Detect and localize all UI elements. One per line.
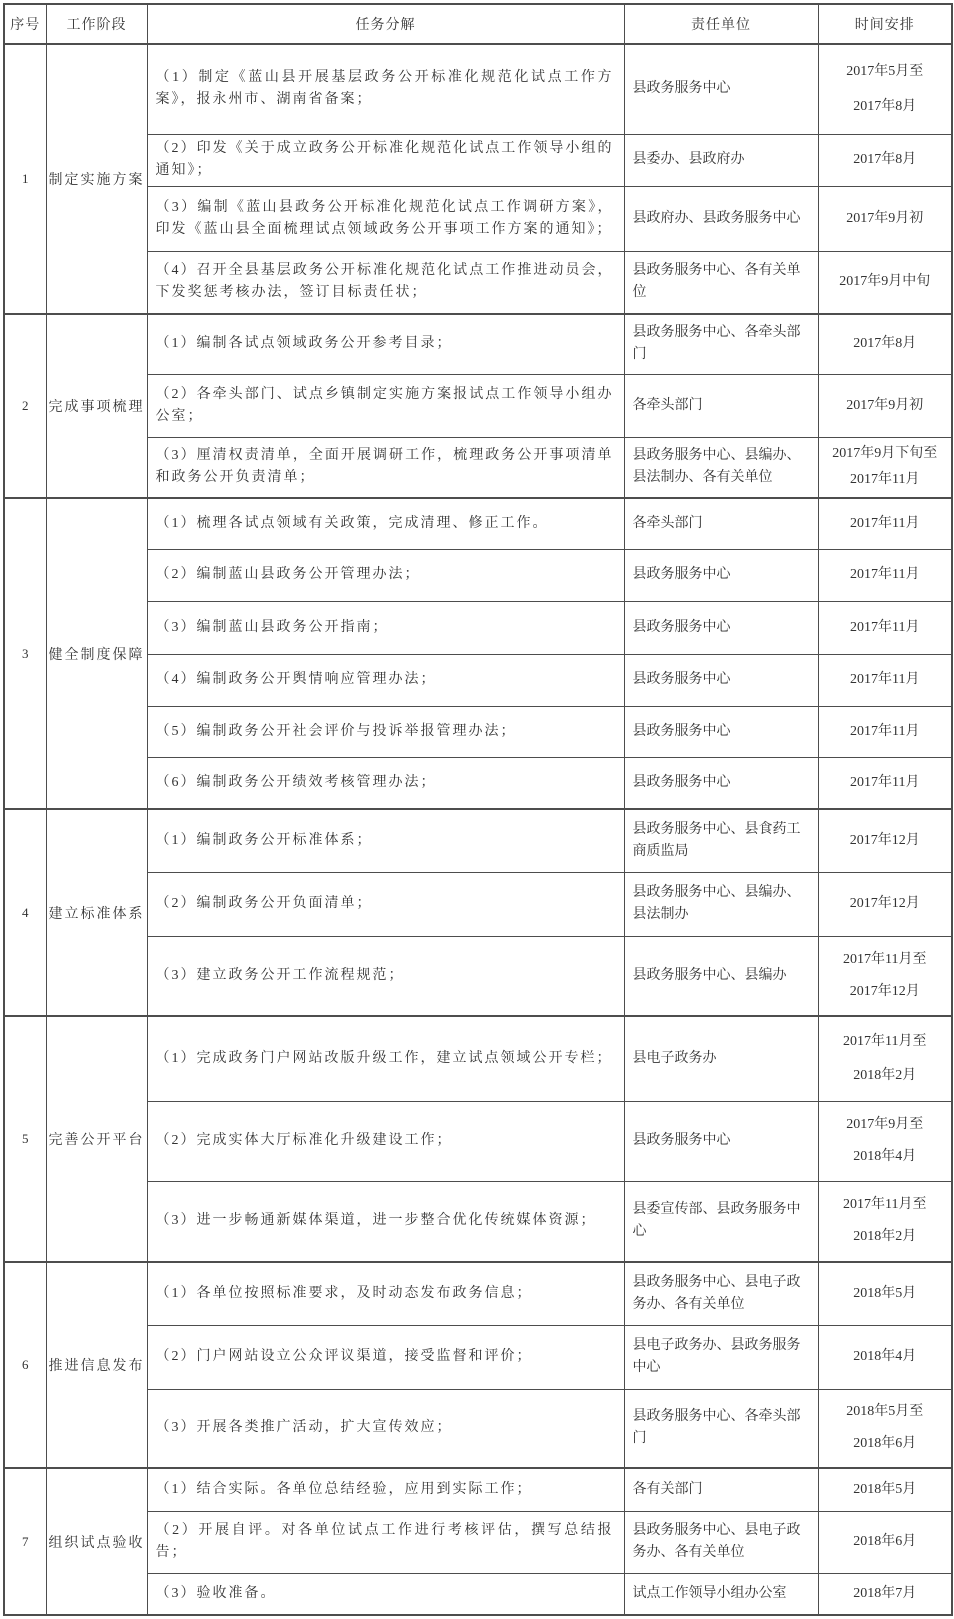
cell-responsible-unit: 县政务服务中心、县编办、县法制办、各有关单位: [624, 437, 818, 498]
task-row: [4, 1511, 952, 1573]
cell-time-schedule: [818, 1016, 952, 1101]
cell-responsible-unit: 试点工作领导小组办公室: [624, 1573, 818, 1615]
time-schedule-lines: [819, 1102, 952, 1180]
cell-time-schedule: [818, 1573, 952, 1615]
cell-time-schedule: [818, 498, 952, 549]
cell-task-description: （3）建立政务公开工作流程规范；: [147, 936, 624, 1016]
time-line: 2017年8月: [853, 336, 917, 352]
cell-time-schedule: [818, 134, 952, 186]
time-schedule-lines: [819, 602, 952, 653]
cell-work-phase: 完善公开平台: [46, 1016, 147, 1262]
time-line: 2017年12月: [849, 832, 920, 848]
cell-task-description: （4）召开全县基层政务公开标准化规范化试点工作推进动员会，下发奖惩考核办法，签订目标责任状；: [147, 251, 624, 314]
time-schedule-lines: [819, 438, 952, 497]
cell-responsible-unit: 县政务服务中心、各牵头部门: [624, 1389, 818, 1468]
time-line: 2017年9月初: [846, 397, 924, 413]
cell-responsible-unit: 县政务服务中心、县电子政务办、各有关单位: [624, 1511, 818, 1573]
cell-responsible-unit: 县政务服务中心、各牵头部门: [624, 314, 818, 374]
time-schedule-lines: [819, 375, 952, 436]
task-row: [4, 1262, 952, 1325]
cell-sequence-number: 7: [4, 1468, 46, 1615]
task-row: [4, 1101, 952, 1181]
time-line: 2018年2月: [853, 1229, 917, 1245]
cell-work-phase: 制定实施方案: [46, 44, 147, 314]
cell-time-schedule: [818, 601, 952, 654]
cell-task-description: （3）开展各类推广活动，扩大宣传效应；: [147, 1389, 624, 1468]
cell-responsible-unit: 县政务服务中心: [624, 601, 818, 654]
task-row: [4, 809, 952, 872]
cell-time-schedule: [818, 757, 952, 809]
cell-task-description: （2）编制政务公开负面清单；: [147, 872, 624, 936]
cell-work-phase: 建立标准体系: [46, 809, 147, 1016]
cell-task-description: （2）编制蓝山县政务公开管理办法；: [147, 549, 624, 601]
time-line: 2017年9月中旬: [839, 274, 931, 290]
task-row: [4, 654, 952, 706]
task-row: [4, 437, 952, 498]
task-row: [4, 1468, 952, 1511]
time-schedule-lines: [819, 810, 952, 871]
cell-task-description: （3）验收准备。: [147, 1573, 624, 1615]
cell-time-schedule: [818, 437, 952, 498]
cell-task-description: （5）编制政务公开社会评价与投诉举报管理办法；: [147, 706, 624, 757]
time-schedule-lines: [819, 45, 952, 133]
time-schedule-lines: [819, 550, 952, 600]
time-line: 2017年11月: [850, 619, 920, 635]
cell-task-description: （3）厘清权责清单，全面开展调研工作，梳理政务公开事项清单和政务公开负责清单；: [147, 437, 624, 498]
cell-responsible-unit: 县政务服务中心、县食药工商质监局: [624, 809, 818, 872]
cell-time-schedule: [818, 186, 952, 251]
time-line: 2017年8月: [853, 98, 917, 114]
task-row: [4, 706, 952, 757]
table-body: [4, 44, 952, 1615]
table-header-row: [4, 4, 952, 44]
time-line: 2018年2月: [853, 1067, 917, 1083]
cell-responsible-unit: 县政府办、县政务服务中心: [624, 186, 818, 251]
time-line: 2017年9月至: [846, 1117, 924, 1132]
task-row: [4, 601, 952, 654]
cell-sequence-number: 5: [4, 1016, 46, 1262]
task-row: [4, 1181, 952, 1262]
time-line: 2017年12月: [849, 983, 920, 999]
cell-responsible-unit: 县电子政务办、县政务服务中心: [624, 1325, 818, 1389]
task-row: [4, 1016, 952, 1101]
cell-responsible-unit: 县政务服务中心、各有关单位: [624, 251, 818, 314]
time-schedule-lines: [819, 937, 952, 1015]
task-row: [4, 1325, 952, 1389]
cell-task-description: （3）进一步畅通新媒体渠道，进一步整合优化传统媒体资源；: [147, 1181, 624, 1262]
cell-time-schedule: [818, 374, 952, 437]
cell-responsible-unit: 县政务服务中心、县电子政务办、各有关单位: [624, 1262, 818, 1325]
cell-task-description: （3）编制蓝山县政务公开指南；: [147, 601, 624, 654]
time-line: 2018年6月: [853, 1534, 917, 1549]
time-schedule-lines: [819, 873, 952, 935]
cell-task-description: （1）各单位按照标准要求，及时动态发布政务信息；: [147, 1262, 624, 1325]
cell-task-description: （1）编制政务公开标准体系；: [147, 809, 624, 872]
cell-task-description: （2）门户网站设立公众评议渠道，接受监督和评价；: [147, 1325, 624, 1389]
cell-responsible-unit: 县政务服务中心: [624, 549, 818, 601]
cell-time-schedule: [818, 706, 952, 757]
cell-task-description: （2）完成实体大厅标准化升级建设工作；: [147, 1101, 624, 1181]
time-schedule-lines: [819, 1182, 952, 1261]
time-line: 2017年11月: [850, 472, 920, 488]
task-row: [4, 549, 952, 601]
cell-responsible-unit: 县政务服务中心: [624, 706, 818, 757]
time-line: 2017年11月: [850, 672, 920, 687]
task-row: [4, 872, 952, 936]
cell-time-schedule: [818, 1262, 952, 1325]
cell-responsible-unit: 各牵头部门: [624, 498, 818, 549]
cell-time-schedule: [818, 872, 952, 936]
cell-time-schedule: [818, 44, 952, 134]
cell-responsible-unit: 各牵头部门: [624, 374, 818, 437]
time-schedule-lines: [819, 1263, 952, 1324]
cell-responsible-unit: 各有关部门: [624, 1468, 818, 1511]
time-line: 2018年6月: [853, 1436, 917, 1452]
time-line: 2017年11月至: [843, 1033, 927, 1049]
col-header-time: 时间安排: [818, 4, 952, 44]
task-row: [4, 251, 952, 314]
cell-time-schedule: [818, 936, 952, 1016]
col-header-task: 任务分解: [147, 4, 624, 44]
time-line: 2017年5月至: [846, 63, 924, 79]
time-schedule-lines: [819, 1574, 952, 1614]
task-row: [4, 936, 952, 1016]
cell-task-description: （2）印发《关于成立政务公开标准化规范化试点工作领导小组的通知》；: [147, 134, 624, 186]
cell-work-phase: 健全制度保障: [46, 498, 147, 809]
cell-time-schedule: [818, 1468, 952, 1511]
task-row: [4, 498, 952, 549]
time-line: 2018年5月: [853, 1481, 917, 1497]
task-row: [4, 134, 952, 186]
cell-task-description: （1）编制各试点领域政务公开参考目录；: [147, 314, 624, 374]
time-schedule-lines: [819, 707, 952, 756]
time-line: 2018年5月至: [846, 1404, 924, 1420]
time-line: 2017年12月: [849, 896, 920, 911]
col-header-phase: 工作阶段: [46, 4, 147, 44]
task-row: [4, 1389, 952, 1468]
cell-time-schedule: [818, 1181, 952, 1262]
cell-time-schedule: [818, 1511, 952, 1573]
cell-work-phase: 推进信息发布: [46, 1262, 147, 1468]
cell-time-schedule: [818, 1389, 952, 1468]
cell-task-description: （1）制定《蓝山县开展基层政务公开标准化规范化试点工作方案》，报永州市、湖南省备案；: [147, 44, 624, 134]
cell-task-description: （2）开展自评。对各单位试点工作进行考核评估，撰写总结报告；: [147, 1511, 624, 1573]
cell-sequence-number: 4: [4, 809, 46, 1016]
cell-responsible-unit: 县政务服务中心: [624, 44, 818, 134]
cell-work-phase: 完成事项梳理: [46, 314, 147, 498]
cell-sequence-number: 2: [4, 314, 46, 498]
time-schedule-lines: [819, 655, 952, 705]
cell-responsible-unit: 县电子政务办: [624, 1016, 818, 1101]
cell-responsible-unit: 县政务服务中心: [624, 654, 818, 706]
cell-task-description: （4）编制政务公开舆情响应管理办法；: [147, 654, 624, 706]
cell-responsible-unit: 县政务服务中心、县编办: [624, 936, 818, 1016]
time-line: 2017年8月: [853, 152, 917, 167]
time-schedule-lines: [819, 499, 952, 548]
cell-time-schedule: [818, 251, 952, 314]
cell-task-description: （3）编制《蓝山县政务公开标准化规范化试点工作调研方案》，印发《蓝山县全面梳理试点领域政务公开事项工作方案的通知》；: [147, 186, 624, 251]
cell-responsible-unit: 县委宣传部、县政务服务中心: [624, 1181, 818, 1262]
cell-time-schedule: [818, 549, 952, 601]
cell-time-schedule: [818, 654, 952, 706]
time-line: 2018年4月: [853, 1149, 917, 1164]
cell-responsible-unit: 县政务服务中心、县编办、县法制办: [624, 872, 818, 936]
cell-task-description: （1）结合实际。各单位总结经验，应用到实际工作；: [147, 1468, 624, 1511]
cell-responsible-unit: 县政务服务中心: [624, 1101, 818, 1181]
task-row: [4, 186, 952, 251]
task-row: [4, 44, 952, 134]
time-schedule-lines: [819, 1469, 952, 1510]
time-line: 2018年4月: [853, 1349, 917, 1364]
task-row: [4, 314, 952, 374]
cell-sequence-number: 1: [4, 44, 46, 314]
work-plan-table: [3, 3, 953, 1616]
time-schedule-lines: [819, 1326, 952, 1388]
cell-task-description: （1）完成政务门户网站改版升级工作，建立试点领域公开专栏；: [147, 1016, 624, 1101]
col-header-seq: 序号: [4, 4, 46, 44]
cell-time-schedule: [818, 1101, 952, 1181]
cell-sequence-number: 3: [4, 498, 46, 809]
cell-time-schedule: [818, 809, 952, 872]
cell-responsible-unit: 县委办、县政府办: [624, 134, 818, 186]
time-line: 2017年11月: [850, 567, 920, 582]
time-schedule-lines: [819, 315, 952, 373]
time-line: 2017年11月至: [843, 1197, 927, 1213]
cell-task-description: （6）编制政务公开绩效考核管理办法；: [147, 757, 624, 809]
time-line: 2018年5月: [853, 1285, 917, 1301]
time-line: 2017年9月下旬至: [832, 446, 938, 462]
cell-task-description: （2）各牵头部门、试点乡镇制定实施方案报试点工作领导小组办公室；: [147, 374, 624, 437]
time-schedule-lines: [819, 187, 952, 250]
time-line: 2017年9月初: [846, 210, 924, 226]
time-schedule-lines: [819, 1512, 952, 1572]
cell-task-description: （1）梳理各试点领域有关政策，完成清理、修正工作。: [147, 498, 624, 549]
time-schedule-lines: [819, 758, 952, 808]
cell-time-schedule: [818, 314, 952, 374]
cell-sequence-number: 6: [4, 1262, 46, 1468]
time-schedule-lines: [819, 1017, 952, 1100]
time-schedule-lines: [819, 1390, 952, 1467]
time-line: 2017年11月: [850, 774, 920, 790]
time-line: 2017年11月至: [843, 951, 927, 967]
col-header-unit: 责任单位: [624, 4, 818, 44]
time-line: 2017年11月: [850, 515, 920, 531]
task-row: [4, 757, 952, 809]
cell-time-schedule: [818, 1325, 952, 1389]
cell-responsible-unit: 县政务服务中心: [624, 757, 818, 809]
cell-work-phase: 组织试点验收: [46, 1468, 147, 1615]
time-line: 2018年7月: [853, 1585, 917, 1601]
time-line: 2017年11月: [850, 723, 920, 739]
time-schedule-lines: [819, 135, 952, 185]
time-schedule-lines: [819, 252, 952, 313]
task-row: [4, 1573, 952, 1615]
task-row: [4, 374, 952, 437]
